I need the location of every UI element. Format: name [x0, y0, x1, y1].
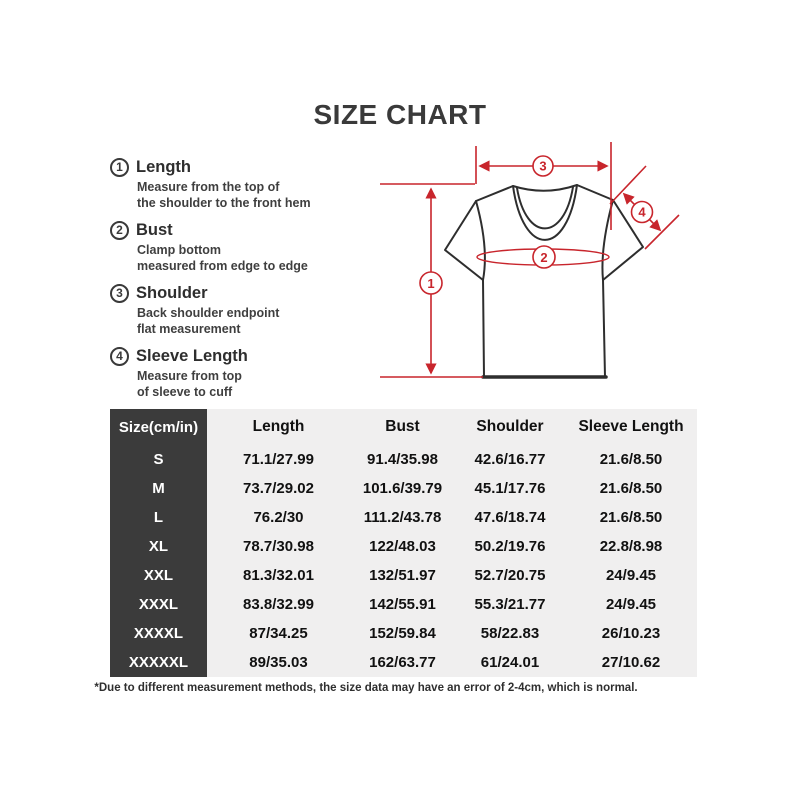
tshirt-measurement-diagram	[372, 138, 702, 400]
table-row-size: XXL	[110, 561, 207, 590]
table-row-size: XXXXL	[110, 619, 207, 648]
legend-desc-length: Measure from the top of the shoulder to the front hem	[137, 180, 311, 210]
table-cell-shoulder: 42.6/16.77	[474, 451, 546, 468]
legend-label-shoulder: Shoulder	[136, 283, 208, 302]
legend-desc-bust: Clamp bottom measured from edge to edge	[137, 243, 308, 273]
legend-label-bust: Bust	[136, 220, 173, 239]
tshirt-diagram-svg	[372, 138, 702, 400]
table-row-size: S	[110, 445, 207, 474]
circled-number-3-icon: 3	[110, 284, 129, 303]
legend-label-sleeve-length: Sleeve Length	[136, 346, 248, 365]
circled-number-4-icon: 4	[110, 347, 129, 366]
table-cell-shoulder: 45.1/17.76	[474, 480, 546, 497]
table-cell-bust: 101.6/39.79	[362, 480, 443, 497]
table-cell-bust: 142/55.91	[369, 596, 436, 613]
tshirt-outline	[445, 185, 643, 377]
marker-1-label: 1	[427, 276, 435, 291]
table-cell-sleeve: 21.6/8.50	[599, 451, 663, 468]
table-cell-bust: 122/48.03	[369, 538, 436, 555]
table-cell-length: 73.7/29.02	[243, 480, 314, 497]
table-cell-sleeve: 24/9.45	[605, 567, 657, 584]
legend-desc-shoulder: Back shoulder endpoint flat measurement	[137, 306, 280, 336]
table-row-size: XXXXXL	[110, 648, 207, 677]
table-cell-shoulder: 58/22.83	[480, 625, 540, 642]
table-cell-bust: 132/51.97	[369, 567, 436, 584]
table-row-size: L	[110, 503, 207, 532]
legend-item-shoulder	[110, 282, 390, 337]
table-cell-length: 81.3/32.01	[243, 567, 314, 584]
table-cell-shoulder: 61/24.01	[480, 654, 540, 671]
table-cell-length: 89/35.03	[249, 654, 308, 671]
table-cell-sleeve: 26/10.23	[601, 625, 661, 642]
table-cell-shoulder: 52.7/20.75	[474, 567, 546, 584]
table-cell-sleeve: 22.8/8.98	[599, 538, 663, 555]
table-header-sleeve-length: Sleeve Length	[578, 418, 684, 435]
legend-item-bust	[110, 219, 390, 274]
table-cell-sleeve: 27/10.62	[601, 654, 661, 671]
table-cell-shoulder: 50.2/19.76	[474, 538, 546, 555]
table-cell-sleeve: 24/9.45	[605, 596, 657, 613]
table-cell-bust: 152/59.84	[369, 625, 436, 642]
table-cell-sleeve: 21.6/8.50	[599, 480, 663, 497]
marker-2-label: 2	[540, 250, 548, 265]
table-row-size: XXXL	[110, 590, 207, 619]
table-header-shoulder: Shoulder	[476, 418, 544, 435]
legend-label-length: Length	[136, 157, 191, 176]
table-cell-shoulder: 47.6/18.74	[474, 509, 546, 526]
marker-4-label: 4	[638, 204, 646, 220]
table-cell-length: 76.2/30	[253, 509, 304, 526]
table-cell-bust: 91.4/35.98	[367, 451, 438, 468]
table-header-length: Length	[252, 418, 305, 435]
measurement-legend	[110, 156, 390, 408]
table-cell-shoulder: 55.3/21.77	[474, 596, 546, 613]
table-cell-bust: 162/63.77	[369, 654, 436, 671]
table-cell-length: 71.1/27.99	[243, 451, 314, 468]
table-cell-length: 87/34.25	[249, 625, 308, 642]
table-cell-sleeve: 21.6/8.50	[599, 509, 663, 526]
table-header-size: Size(cm/in)	[110, 409, 207, 445]
legend-item-length	[110, 156, 390, 211]
legend-item-sleeve-length	[110, 345, 390, 400]
table-header-bust: Bust	[385, 418, 420, 435]
table-row-size: XL	[110, 532, 207, 561]
measurement-error-note: *Due to different measurement methods, the size data may have an error of 2-4cm, which is normal.	[94, 682, 638, 694]
size-table	[110, 409, 697, 677]
table-row-size: M	[110, 474, 207, 503]
page-title: SIZE CHART	[313, 99, 487, 130]
marker-3-label: 3	[539, 158, 547, 174]
legend-desc-sleeve-length: Measure from top of sleeve to cuff	[137, 369, 242, 399]
table-cell-bust: 111.2/43.78	[363, 509, 442, 526]
circled-number-1-icon: 1	[110, 158, 129, 177]
circled-number-2-icon: 2	[110, 221, 129, 240]
table-cell-length: 78.7/30.98	[243, 538, 314, 555]
table-cell-length: 83.8/32.99	[243, 596, 314, 613]
